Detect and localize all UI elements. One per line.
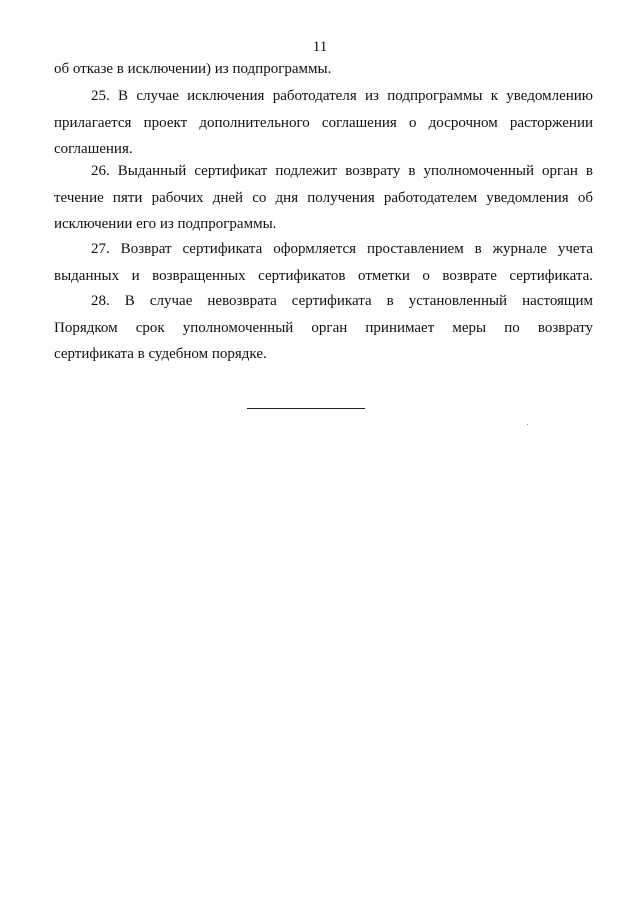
paragraph-continuation	[54, 56, 593, 83]
text-line: соглашения.	[54, 141, 133, 157]
paragraph-26	[54, 158, 593, 238]
text-line: 26. Выданный сертификат подлежит возврату в уполномоченный орган в	[91, 163, 593, 179]
text-line: Порядком срок уполномоченный орган принимает меры по возврату	[54, 319, 593, 336]
text-line: течение пяти рабочих дней со дня получения работодателем уведомления об	[54, 189, 593, 206]
scan-speck	[527, 424, 528, 425]
text-line: сертификата в судебном порядке.	[54, 346, 267, 362]
text-line: исключении его из подпрограммы.	[54, 216, 277, 232]
page-number: 11	[312, 39, 328, 55]
end-of-document-rule	[247, 408, 365, 409]
text-line: 25. В случае исключения работодателя из подпрограммы к уведомлению	[91, 88, 593, 104]
paragraph-27	[54, 236, 593, 289]
text-line: прилагается проект дополнительного соглашения о досрочном расторжении	[54, 114, 593, 131]
paragraph-28	[54, 288, 593, 368]
text-line: выданных и возвращенных сертификатов отметки о возврате сертификата.	[54, 267, 593, 284]
text-line: 27. Возврат сертификата оформляется проставлением в журнале учета	[91, 241, 593, 257]
paragraph-25	[54, 83, 593, 163]
text-line: об отказе в исключении) из подпрограммы.	[54, 61, 332, 77]
text-line: 28. В случае невозврата сертификата в установленный настоящим	[91, 293, 593, 309]
